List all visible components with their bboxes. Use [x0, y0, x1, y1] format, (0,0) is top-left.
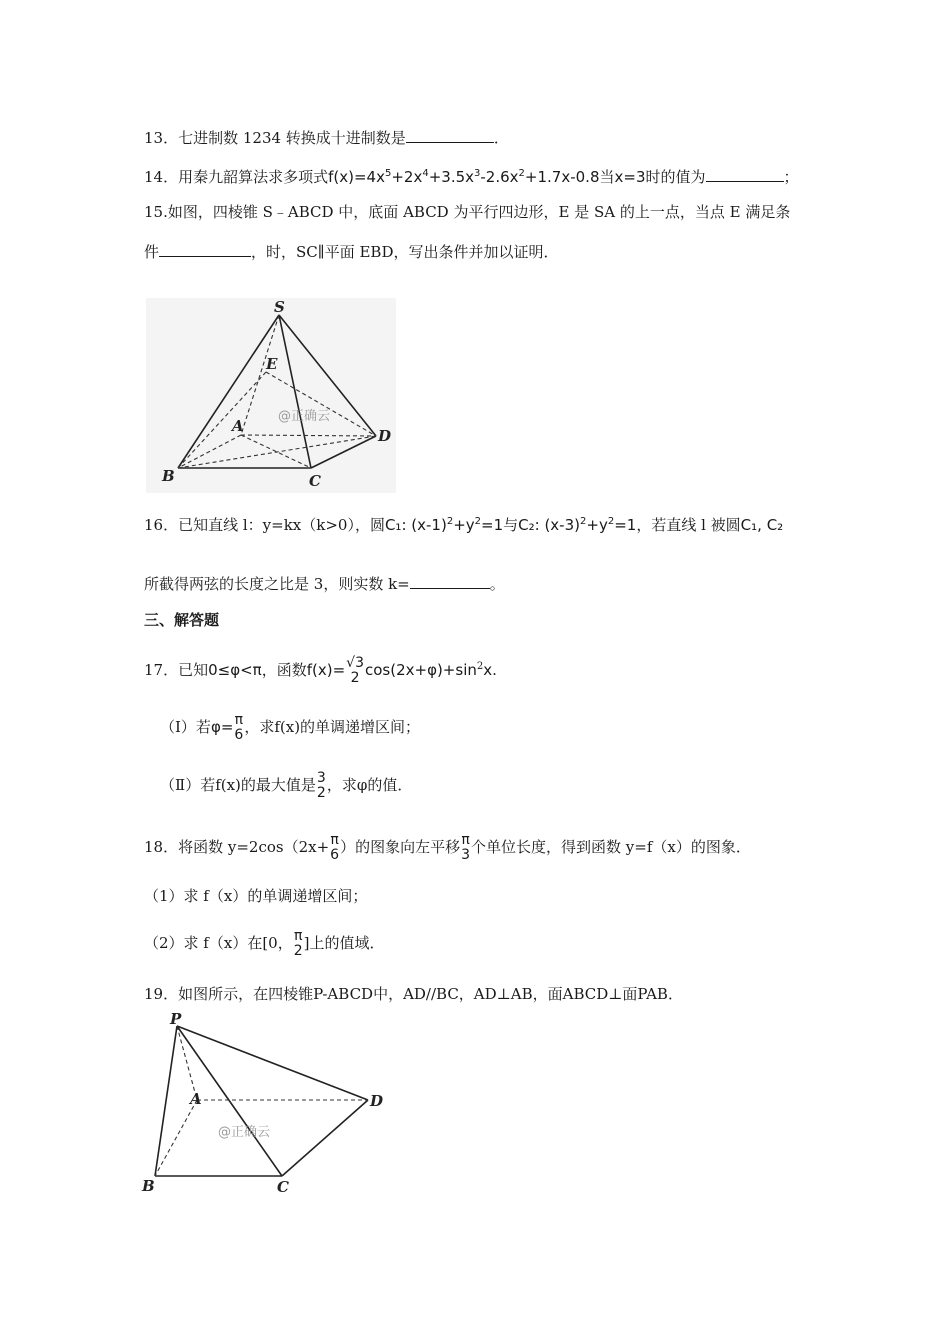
label-B: B: [142, 1177, 155, 1195]
label-C: C: [309, 472, 321, 490]
question-17-part1: （Ⅰ）若φ= π 6 ，求f(x)的单调递增区间；: [160, 712, 421, 743]
question-17: 17．已知0≤φ<π，函数f(x)= √3 2 $\cos(2x+\varphi)+\sin^2x$.: [144, 655, 497, 686]
label-P: P: [170, 1010, 182, 1028]
question-14: 14．用秦九韶算法求多项式$f(x)=4x^5+2x^4+3.5x^3-2.6x^2+1.7x-0.8$当x=3时的值为 ；: [144, 168, 799, 186]
question-15-line2: 件 ，时，SC∥平面 EBD，写出条件并加以证明．: [144, 243, 559, 261]
circle-c2: C₂: $(x-3)^2+y^2=1$: [518, 516, 637, 534]
label-B: B: [162, 467, 175, 485]
pyramid-figure-1: [146, 298, 396, 497]
watermark: @正确云: [278, 409, 331, 424]
question-19: 19．如图所示，在四棱锥P-ABCD中，AD//BC，AD⊥AB，面ABCD⊥面PAB．: [144, 985, 683, 1003]
question-18-part1: （1）求 f（x）的单调递增区间；: [144, 887, 368, 905]
watermark: @正确云: [218, 1125, 271, 1140]
question-18-part2: （2）求 f（x）在[0， π 2 ]上的值域．: [144, 928, 385, 959]
label-E: E: [266, 355, 278, 373]
question-17-part2: （Ⅱ）若f(x)的最大值是 3 2 ，求φ的值．: [160, 770, 413, 801]
question-15-line1: 15.如图，四棱锥 S﹣ABCD 中，底面 ABCD 为平行四边形，E 是 SA 的上一点，当点 E 满足条: [144, 203, 791, 221]
answer-blank[interactable]: [406, 128, 494, 143]
circle-c1: C₁: $(x-1)^2+y^2=1$与: [384, 516, 519, 534]
label-C: C: [277, 1178, 289, 1196]
pyramid-figure-2: [140, 1010, 390, 1204]
answer-blank[interactable]: [706, 167, 784, 182]
answer-blank[interactable]: [159, 242, 251, 257]
answer-blank[interactable]: [410, 574, 490, 589]
q13-text: 13．七进制数 1234 转换成十进制数是: [144, 129, 406, 147]
question-13: 13．七进制数 1234 转换成十进制数是 ．: [144, 129, 509, 147]
label-D: D: [378, 427, 392, 445]
label-S: S: [274, 298, 285, 316]
label-D: D: [370, 1092, 384, 1110]
polynomial: $f(x)=4x^5+2x^4+3.5x^3-2.6x^2+1.7x-0.8$: [328, 168, 600, 186]
label-A: A: [190, 1090, 202, 1108]
question-18: 18．将函数 y=2cos（2x+ π 6 ）的图象向左平移 π 3 个单位长度，得到函数 y=f（x）的图象．: [144, 832, 751, 863]
label-A: A: [232, 417, 244, 435]
question-16-line2: 所截得两弦的长度之比是 3，则实数 k= 。: [144, 575, 505, 593]
section-heading: 三、解答题: [144, 611, 220, 629]
question-16-line1: 16．已知直线 l：y=kx（k>0），圆C₁: $(x-1)^2+y^2=1$与C₂: $(x-3)^2+y^2=1$，若直线 l 被圆C₁, C₂: [144, 516, 784, 534]
